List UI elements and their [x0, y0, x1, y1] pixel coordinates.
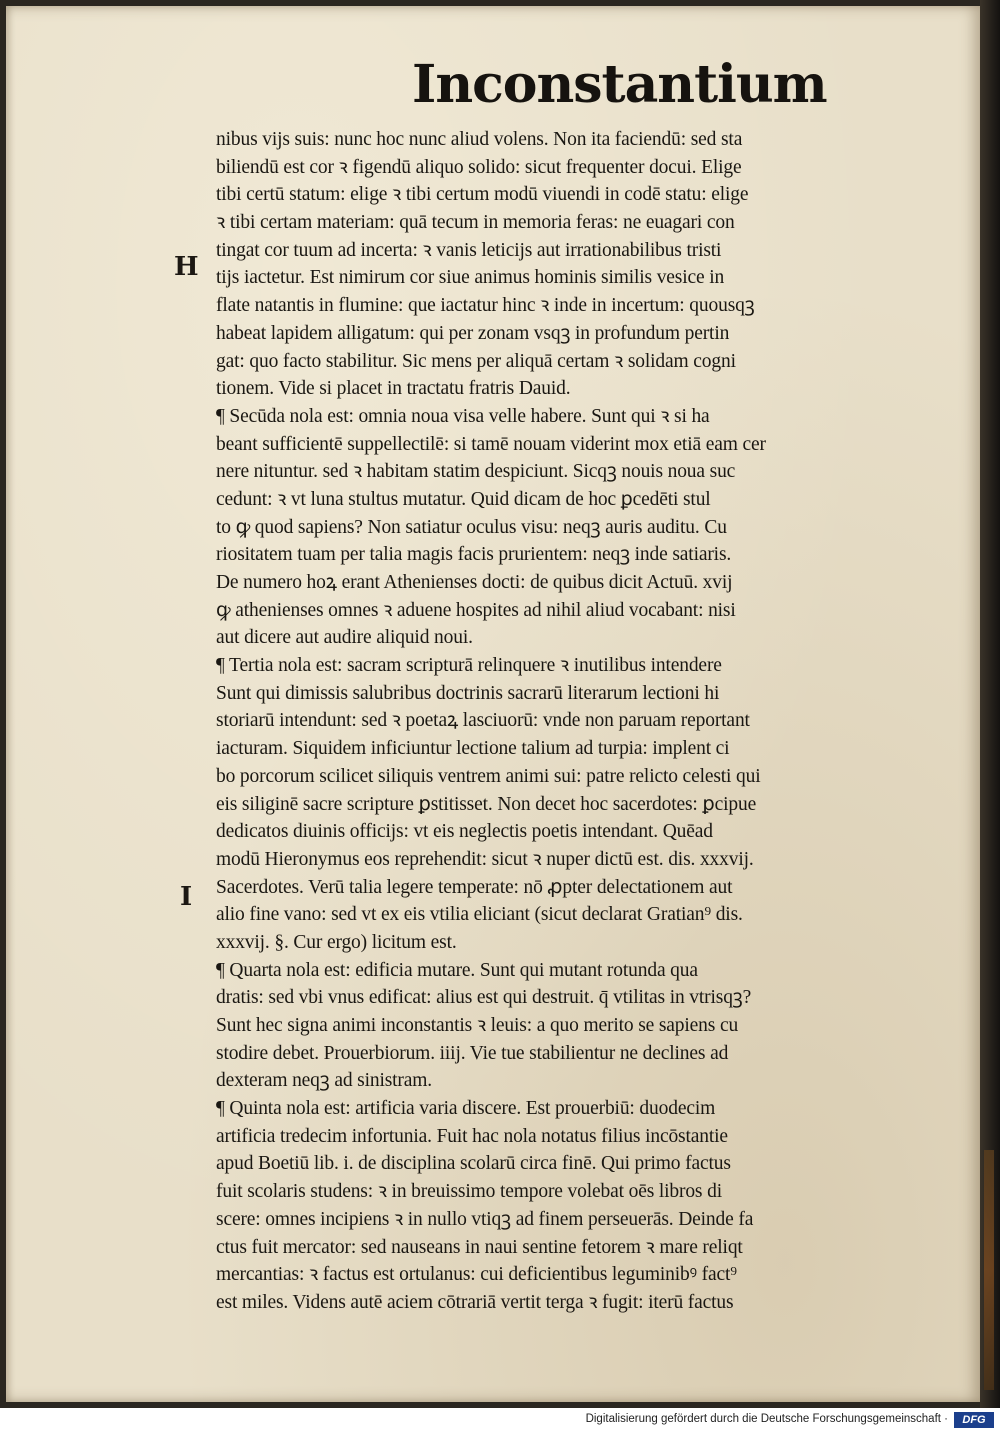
footer-bar — [0, 1408, 1000, 1433]
text-line: gat: quo facto stabilitur. Sic mens per aliquā certam ꝛ solidam cogni — [216, 350, 736, 372]
text-line: xxxvij. §. Cur ergo) licitum est. — [216, 931, 457, 953]
text-line: fuit scolaris studens: ꝛ in breuissimo tempore volebat oēs libros di — [216, 1181, 722, 1203]
dfg-logo: DFG — [954, 1412, 994, 1428]
text-line: est miles. Videns autē aciem cōtrariā vertit terga ꝛ fugit: iterū factus — [216, 1291, 734, 1313]
text-line: ꝙ athenienses omnes ꝛ aduene hospites ad nihil aliud vocabant: nisi — [216, 599, 736, 621]
text-line: beant sufficientē suppellectilē: si tamē nouam viderint mox etiā eam cer — [216, 433, 766, 455]
text-line: ¶ Quinta nola est: artificia varia discere. Est prouerbiū: duodecim — [216, 1098, 716, 1120]
text-line: bo porcorum scilicet siliquis ventrem animi sui: patre relicto celesti qui — [216, 765, 761, 787]
text-line: storiarū intendunt: sed ꝛ poetaꝝ lasciuorū: vnde non paruam reportant — [216, 710, 750, 732]
text-line: Sunt qui dimissis salubribus doctrinis sacrarū literarum lectioni hi — [216, 682, 720, 704]
text-line: nere nituntur. sed ꝛ habitam statim despiciunt. Sicqꝫ nouis noua suc — [216, 461, 736, 483]
text-line: biliendū est cor ꝛ figendū aliquo solido: sicut frequenter docui. Elige — [216, 156, 742, 178]
text-line: artificia tredecim infortunia. Fuit hac nola notatus filius incōstantie — [216, 1125, 728, 1147]
book-edge-stain — [984, 1150, 994, 1390]
text-line: ctus fuit mercator: sed nauseans in naui sentine fetorem ꝛ mare reliqt — [216, 1236, 743, 1258]
text-line: apud Boetiū lib. i. de disciplina scolarū circa finē. Qui primo factus — [216, 1153, 731, 1175]
text-line: ꝛ tibi certam materiam: quā tecum in memoria feras: ne euagari con — [216, 212, 735, 234]
text-line: ¶ Quarta nola est: edificia mutare. Sunt qui mutant rotunda qua — [216, 959, 698, 981]
text-line: mercantias: ꝛ factus est ortulanus: cui deficientibus leguminibꝰ fact⁹ — [216, 1264, 737, 1286]
text-line: ¶ Tertia nola est: sacram scripturā relinquere ꝛ inutilibus intendere — [216, 655, 722, 677]
text-line: eis siliginē sacre scripture ꝑstitisset. Non decet hoc sacerdotes: ꝑcipue — [216, 793, 757, 815]
text-line: dratis: sed vbi vnus edificat: alius est qui destruit. q̄ vtilitas in vtrisqꝫ? — [216, 987, 752, 1009]
text-line: to ꝙ quod sapiens? Non satiatur oculus visu: neqꝫ auris auditu. Cu — [216, 516, 727, 538]
text-line: riositatem tuam per talia magis facis prurientem: neqꝫ inde satiaris. — [216, 544, 732, 566]
text-line: Sunt hec signa animi inconstantis ꝛ leuis: a quo merito se sapiens cu — [216, 1015, 739, 1036]
marginal-letter-i: I — [180, 882, 193, 912]
text-line: habeat lapidem alligatum: qui per zonam vsqꝫ in profundum pertin — [216, 322, 730, 344]
text-line: scere: omnes incipiens ꝛ in nullo vtiqꝫ ad finem perseuerās. Deinde fa — [216, 1208, 754, 1230]
text-line: Sacerdotes. Verū talia legere temperate: nō ꝓpter delectationem aut — [216, 876, 733, 898]
text-line: tingat cor tuum ad incerta: ꝛ vanis leticijs aut irrationabilibus tristi — [216, 239, 722, 261]
marginal-letter-h: H — [174, 252, 199, 282]
text-line: dexteram neqꝫ ad sinistram. — [216, 1070, 433, 1092]
funding-note: Digitalisierung gefördert durch die Deutsche Forschungsgemeinschaft · — [585, 1413, 948, 1425]
body-text — [216, 126, 934, 1317]
text-line: iacturam. Siquidem inficiuntur lectione talium ad turpia: implent ci — [216, 738, 730, 760]
text-line: alio fine vano: sed vt ex eis vtilia eliciant (sicut declarat Gratian⁹ dis. — [216, 904, 743, 926]
text-line: ¶ Secūda nola est: omnia noua visa velle habere. Sunt qui ꝛ si ha — [216, 405, 710, 427]
text-line: flate natantis in flumine: que iactatur hinc ꝛ inde in incertum: quousqꝫ — [216, 295, 755, 317]
text-line: modū Hieronymus eos reprehendit: sicut ꝛ nuper dictū est. dis. xxxvij. — [216, 848, 754, 870]
text-line: stodire debet. Prouerbiorum. iiij. Vie tue stabilientur ne declines ad — [216, 1042, 729, 1064]
text-line: tijs iactetur. Est nimirum cor siue animus hominis similis vesice in — [216, 267, 725, 289]
text-line: aut dicere aut audire aliquid noui. — [216, 627, 473, 649]
text-line: nibus vijs suis: nunc hoc nunc aliud volens. Non ita faciendū: sed sta — [216, 129, 743, 150]
text-line: tionem. Vide si placet in tractatu fratris Dauid. — [216, 378, 571, 400]
text-line: De numero hoꝝ erant Athenienses docti: de quibus dicit Actuū. xvij — [216, 572, 733, 593]
running-title: Inconstantium — [412, 54, 827, 115]
text-line: dedicatos diuinis officijs: vt eis neglectis poetis intendant. Quēad — [216, 821, 713, 843]
text-line: cedunt: ꝛ vt luna stultus mutatur. Quid dicam de hoc ꝑcedēti stul — [216, 488, 711, 510]
text-line: tibi certū statum: elige ꝛ tibi certum modū viuendi in codē statu: elige — [216, 184, 749, 206]
